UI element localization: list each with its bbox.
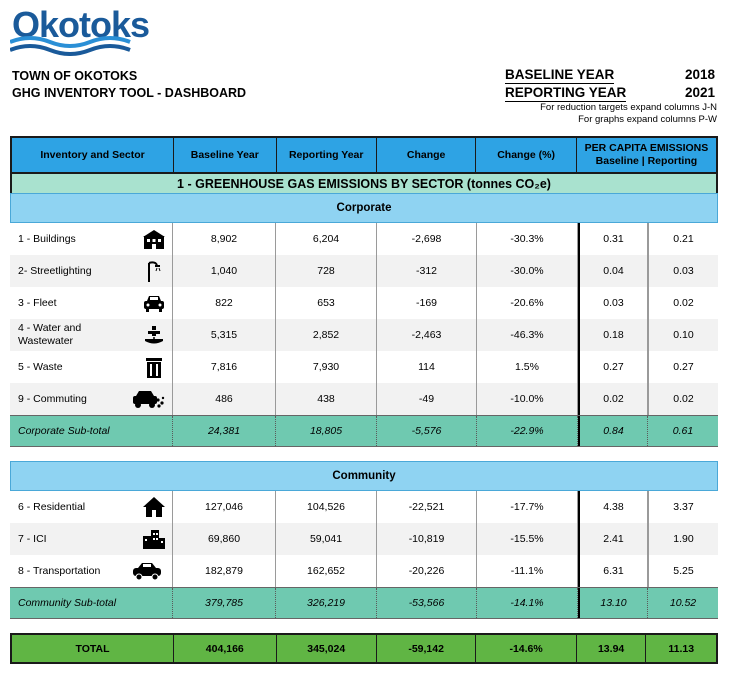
total-baseline[interactable]: 404,166 [174, 635, 276, 662]
subtotal-change[interactable]: -5,576 [377, 416, 477, 446]
commute-car-icon [132, 388, 166, 410]
baseline-value[interactable]: 5,315 [173, 319, 276, 351]
car-icon [142, 292, 166, 314]
change-value[interactable]: -49 [377, 383, 477, 415]
change-pct-value[interactable]: -20.6% [477, 287, 578, 319]
subtotal-baseline[interactable]: 379,785 [173, 588, 276, 618]
reporting-year-row [505, 84, 715, 102]
col-sector-header[interactable]: Inventory and Sector [12, 138, 174, 172]
change-value[interactable]: -10,819 [377, 523, 477, 555]
subtotal-label: Corporate Sub-total [10, 416, 173, 446]
baseline-value[interactable]: 7,816 [173, 351, 276, 383]
change-value[interactable]: -312 [377, 255, 477, 287]
tool-name: GHG INVENTORY TOOL - DASHBOARD [12, 86, 247, 100]
subtotal-pc-reporting[interactable]: 10.52 [669, 597, 697, 609]
community-row [10, 491, 718, 523]
corporate-row [10, 319, 718, 351]
total-pc-baseline[interactable]: 13.94 [577, 635, 647, 662]
subtotal-pc-reporting[interactable]: 0.61 [672, 425, 694, 437]
dashboard-table [10, 136, 718, 664]
per-capita-subtitle: Baseline | Reporting [595, 155, 698, 167]
baseline-value[interactable]: 69,860 [173, 523, 276, 555]
baseline-year-value[interactable]: 2018 [684, 67, 715, 82]
reporting-value[interactable]: 653 [276, 287, 377, 319]
corporate-row [10, 287, 718, 319]
change-value[interactable]: -20,226 [377, 555, 477, 587]
trash-icon [142, 356, 166, 378]
change-pct-value[interactable]: -11.1% [477, 555, 578, 587]
baseline-value[interactable]: 486 [173, 383, 276, 415]
change-pct-value[interactable]: -46.3% [477, 319, 578, 351]
sector-label [10, 319, 173, 351]
sector-text: 9 - Commuting [18, 392, 87, 405]
table-header [10, 136, 718, 174]
reporting-year-value[interactable]: 2021 [684, 85, 715, 100]
corporate-group-header[interactable]: Corporate [10, 193, 718, 223]
sector-label [10, 255, 173, 287]
total-row [10, 633, 718, 664]
pc-baseline-value[interactable]: 0.31 [578, 223, 648, 255]
change-pct-value[interactable]: -30.3% [477, 223, 578, 255]
community-row [10, 523, 718, 555]
sector-label [10, 223, 173, 255]
total-reporting[interactable]: 345,024 [277, 635, 377, 662]
header-right [505, 66, 715, 126]
baseline-value[interactable]: 182,879 [173, 555, 276, 587]
total-change[interactable]: -59,142 [377, 635, 476, 662]
streetlight-icon [142, 260, 166, 282]
reporting-value[interactable]: 2,852 [276, 319, 377, 351]
logo-wave-icon [10, 34, 135, 56]
community-row [10, 555, 718, 587]
pc-baseline-value[interactable]: 2.41 [578, 523, 648, 555]
sector-text: 5 - Waste [18, 360, 63, 373]
change-value[interactable]: -169 [377, 287, 477, 319]
sector-label [10, 491, 173, 523]
sector-label [10, 555, 173, 587]
corporate-subtotal-row [10, 415, 718, 447]
sector-text: 8 - Transportation [18, 564, 101, 577]
subtotal-change-pct[interactable]: -14.1% [477, 588, 578, 618]
reporting-value[interactable]: 438 [276, 383, 377, 415]
org-name: TOWN OF OKOTOKS [12, 69, 138, 83]
total-change-pct[interactable]: -14.6% [476, 635, 576, 662]
subtotal-change[interactable]: -53,566 [377, 588, 477, 618]
community-subtotal-row [10, 587, 718, 619]
corporate-row [10, 383, 718, 415]
pc-baseline-value[interactable]: 0.27 [578, 351, 648, 383]
col-change-header[interactable]: Change [377, 138, 476, 172]
change-pct-value[interactable]: -10.0% [477, 383, 578, 415]
sector-text: 1 - Buildings [18, 232, 76, 245]
sector-text: 3 - Fleet [18, 296, 57, 309]
reporting-year-label: REPORTING YEAR [505, 85, 627, 100]
pc-reporting-value[interactable]: 0.02 [648, 287, 718, 319]
corporate-row [10, 351, 718, 383]
change-value[interactable]: -2,698 [377, 223, 477, 255]
note-graphs: For graphs expand columns P-W [578, 114, 717, 125]
header-left [12, 68, 246, 102]
subtotal-baseline[interactable]: 24,381 [173, 416, 276, 446]
change-value[interactable]: -22,521 [377, 491, 477, 523]
reporting-value[interactable]: 59,041 [276, 523, 377, 555]
sector-label [10, 351, 173, 383]
pc-reporting-value[interactable]: 0.03 [648, 255, 718, 287]
sector-label [10, 523, 173, 555]
pc-baseline-value[interactable]: 0.02 [578, 383, 648, 415]
logo-text: Okotoks [12, 4, 150, 45]
change-pct-value[interactable]: -15.5% [477, 523, 578, 555]
reporting-value[interactable]: 162,652 [276, 555, 377, 587]
baseline-year-label: BASELINE YEAR [505, 67, 615, 82]
per-capita-title: PER CAPITA EMISSIONS [584, 142, 709, 154]
pc-baseline-value[interactable]: 0.18 [578, 319, 648, 351]
subtotal-reporting[interactable]: 326,219 [276, 588, 377, 618]
col-per-capita-header[interactable] [577, 138, 716, 172]
reporting-value[interactable]: 7,930 [276, 351, 377, 383]
pc-reporting-value[interactable]: 3.37 [648, 491, 718, 523]
corporate-row [10, 255, 718, 287]
total-label: TOTAL [12, 635, 174, 662]
col-reporting-header[interactable]: Reporting Year [277, 138, 377, 172]
pc-reporting-value[interactable]: 0.21 [648, 223, 718, 255]
change-pct-value[interactable]: 1.5% [477, 351, 578, 383]
pc-reporting-value[interactable]: 1.90 [648, 523, 718, 555]
total-pc-reporting[interactable]: 11.13 [668, 642, 695, 655]
pc-baseline-value[interactable]: 6.31 [578, 555, 648, 587]
note-targets: For reduction targets expand columns J-N [540, 102, 717, 113]
change-value[interactable]: 114 [377, 351, 477, 383]
reporting-value[interactable]: 6,204 [276, 223, 377, 255]
office-buildings-icon [142, 528, 166, 550]
pc-reporting-value[interactable]: 0.27 [648, 351, 718, 383]
sector-text: 2- Streetlighting [18, 264, 92, 277]
reporting-value[interactable]: 104,526 [276, 491, 377, 523]
pc-reporting-value[interactable]: 0.02 [648, 383, 718, 415]
pc-baseline-value[interactable]: 4.38 [578, 491, 648, 523]
subtotal-pc-baseline[interactable]: 0.84 [578, 416, 648, 446]
baseline-value[interactable]: 1,040 [173, 255, 276, 287]
col-baseline-header[interactable]: Baseline Year [174, 138, 276, 172]
okotoks-logo [10, 4, 150, 56]
section-title: 1 - GREENHOUSE GAS EMISSIONS BY SECTOR (tonnes CO₂e) [10, 174, 718, 193]
baseline-value[interactable]: 8,902 [173, 223, 276, 255]
subtotal-label: Community Sub-total [10, 588, 173, 618]
baseline-value[interactable]: 127,046 [173, 491, 276, 523]
corporate-row [10, 223, 718, 255]
subtotal-pc-baseline[interactable]: 13.10 [578, 588, 648, 618]
col-change-pct-header[interactable]: Change (%) [476, 138, 576, 172]
pc-baseline-value[interactable]: 0.03 [578, 287, 648, 319]
sector-text: 7 - ICI [18, 532, 47, 545]
house-icon [142, 496, 166, 518]
pc-reporting-value[interactable]: 0.10 [648, 319, 718, 351]
sector-text: 6 - Residential [18, 500, 86, 513]
baseline-year-row [505, 66, 715, 84]
pc-reporting-value[interactable]: 5.25 [648, 555, 718, 587]
sector-label [10, 287, 173, 319]
subtotal-change-pct[interactable]: -22.9% [477, 416, 578, 446]
baseline-value[interactable]: 822 [173, 287, 276, 319]
pc-baseline-value[interactable]: 0.04 [578, 255, 648, 287]
change-pct-value[interactable]: -30.0% [477, 255, 578, 287]
subtotal-reporting[interactable]: 18,805 [276, 416, 377, 446]
car-side-icon [132, 560, 166, 582]
sector-text: 4 - Water and Wastewater [18, 322, 82, 347]
community-group-header[interactable]: Community [10, 461, 718, 491]
faucet-icon [142, 324, 166, 346]
change-pct-value[interactable]: -17.7% [477, 491, 578, 523]
change-value[interactable]: -2,463 [377, 319, 477, 351]
building-icon [142, 228, 166, 250]
sector-label [10, 383, 173, 415]
reporting-value[interactable]: 728 [276, 255, 377, 287]
